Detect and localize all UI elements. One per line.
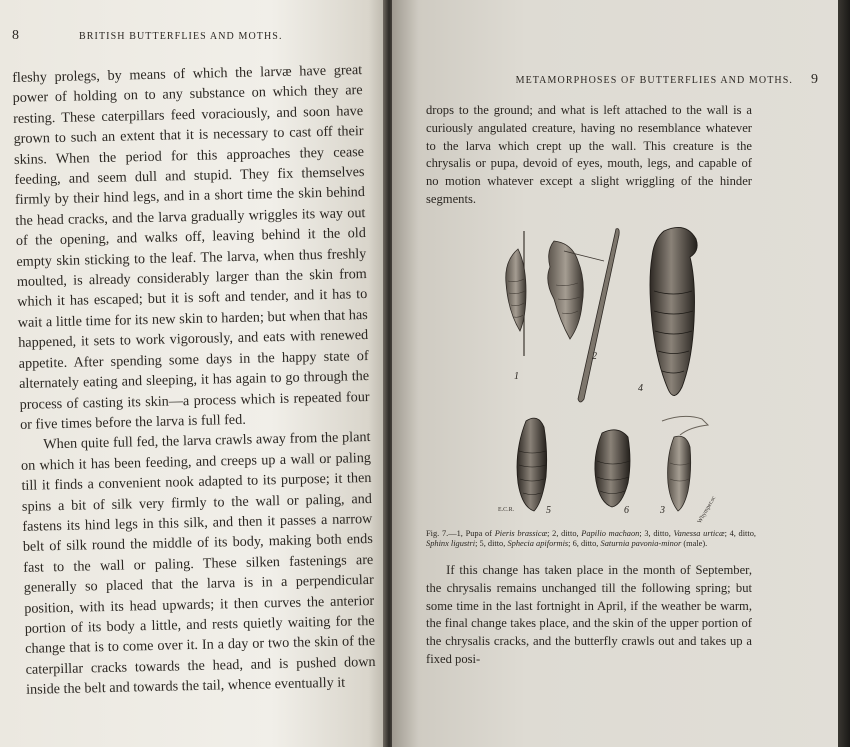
right-paragraph-2: If this change has taken place in the month of September, the chrysalis remains unchanged till the following spring; but some time in the last fortnight in April, if the weather be warm, the final change takes place, and the skin of the upper portion of the chrysalis cracks, and the butterfly crawls out and takes up a fixed posi-	[426, 562, 752, 666]
pupa-3	[662, 416, 708, 511]
right-body-text	[426, 102, 752, 209]
right-running-head	[426, 72, 818, 88]
figure-number-1: 1	[514, 370, 519, 382]
right-body-text-2	[426, 562, 752, 669]
left-page	[0, 0, 388, 747]
caption-text-2: ; 3, ditto,	[639, 528, 674, 538]
left-running-head	[12, 28, 374, 44]
figure-number-4: 4	[638, 382, 643, 394]
book-edge	[838, 0, 850, 747]
figure-number-5: 5	[546, 504, 551, 516]
caption-species-4: Sphinx ligustri	[426, 539, 476, 549]
pupa-5	[517, 418, 547, 511]
right-page	[392, 0, 838, 747]
figure-number-3: 3	[660, 504, 665, 516]
figure-caption	[426, 529, 756, 550]
caption-species-5: Sphecia apiformis	[507, 539, 569, 549]
engraver-signature: Whymper.sc	[696, 495, 718, 525]
engraver-initials: E.C.R.	[498, 506, 515, 513]
pupae-illustration	[434, 221, 764, 525]
left-paragraph-1: fleshy prolegs, by means of which the larvæ have great power of holding on to any substance on which they are resting. These caterpillars feed voraciously, and soon have grown to such an extent that it is necessary to cast off their skins. When the period for this approaches they cease feeding, and seem dull and stupid. They fix themselves firmly by their hind legs, and in a short time the skin behind the head cracks, and the larva gradually wriggles its way out of the opening, and walks off, leaving behind it the old empty skin sticking to the leaf. The larva, when thus freshly moulted, is already considerably larger than the skin from which it has escaped; but it is soft and tender, and it has to wait a little time for its new skin to harden; but when that has happened, it sets to work vigorously, and eats with renewed appetite. After spending some days in the happy state of alternately eating and sleeping, it has again to go through the process of casting its skin—a process which is repeated four or five times before the larva is full fed.	[12, 62, 370, 433]
pupae-engraving	[434, 221, 764, 521]
caption-text-5: ; 6, ditto,	[568, 539, 601, 549]
pupa-2	[548, 228, 619, 401]
figure-number-2: 2	[592, 350, 597, 362]
left-paragraph-2: When quite full fed, the larva crawls away from the plant on which it has been feeding, and creeps up a wall or paling till it finds a convenient nook adapted to its purpose; it then spins a bit of silk very firmly to the wall or paling, and fastens its hind legs in this silk, and then it passes a narrow belt of silk round the middle of its body, making both ends fast to the wall or paling. These silken fastenings are generally so placed that the larva is in a perpendicular position, with its head upwards; it then curves the anterior portion of its body a little, and rests quietly waiting for the change that is to come over it. In a day or two the skin of the caterpillar cracks towards the head, and is pushed down inside the belt and towards the tail, whence eventually it	[20, 429, 376, 699]
caption-species-1: Pieris brassicæ	[494, 528, 548, 538]
caption-text-1: ; 2, ditto,	[547, 528, 582, 538]
caption-text-6: (male).	[681, 539, 708, 549]
left-body-text	[12, 60, 376, 700]
page-number-right: 9	[811, 72, 818, 87]
caption-text-3: ; 4, ditto,	[724, 528, 756, 538]
caption-species-2: Papilio machaon	[581, 528, 640, 538]
caption-species-6: Saturnia pavonia-minor	[600, 539, 682, 549]
page-number-left: 8	[12, 28, 19, 43]
caption-text-4: ; 5, ditto,	[475, 539, 508, 549]
pupa-1	[506, 231, 526, 356]
figure-number-6: 6	[624, 504, 629, 516]
right-paragraph-1: drops to the ground; and what is left attached to the wall is a curiously angulated creature, having no resemblance whatever to the larva which crept up the wall. This creature is the chrysalis or pupa, devoid of eyes, mouth, legs, and capable of no motion whatever except a slight wriggling of the hinder segments.	[426, 103, 752, 206]
right-running-title: METAMORPHOSES OF BUTTERFLIES AND MOTHS.	[515, 75, 793, 86]
pupa-6	[595, 430, 630, 507]
caption-species-3: Vanessa urticæ	[673, 528, 725, 538]
caption-lead: Fig. 7.—1, Pupa of	[426, 528, 495, 538]
left-running-title: BRITISH BUTTERFLIES AND MOTHS.	[79, 31, 283, 42]
pupa-4	[650, 227, 697, 395]
